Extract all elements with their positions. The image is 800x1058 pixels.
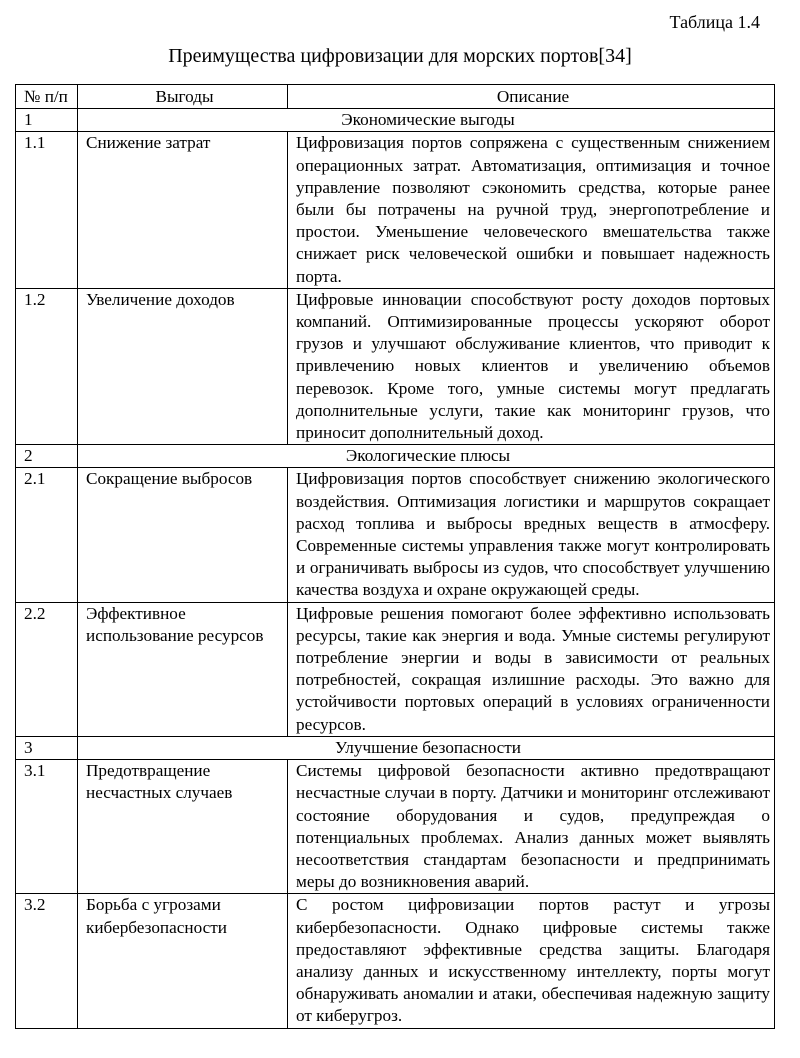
table-row bbox=[16, 468, 775, 602]
row-benefit: Борьба с угрозами кибербезопасности bbox=[78, 894, 288, 1028]
row-description: Цифровизация портов сопряжена с существенным снижением операционных затрат. Автоматизация, оптимизация и точное управление позволяют сэкономить средства, которые ранее были бы потрачены на ручной труд, энергопотребление и простои. Уменьшение человеческого вмешательства также снижает риск человеческой ошибки и повышает надежность порта. bbox=[288, 132, 775, 288]
header-benefit: Выгоды bbox=[78, 85, 288, 109]
row-description: Цифровизация портов способствует снижению экологического воздействия. Оптимизация логистики и маршрутов сокращает расход топлива и выбросы вредных веществ в атмосферу. Современные системы управления также могут контролировать и ограничивать выбросы из судов, что способствует улучшению качества воздуха и охране окружающей среды. bbox=[288, 468, 775, 602]
row-description: Цифровые инновации способствуют росту доходов портовых компаний. Оптимизированные процессы ускоряют оборот грузов и улучшают обслуживание клиентов, что приводит к привлечению новых клиентов и увеличению объемов перевозок. Кроме того, умные системы могут предлагать дополнительные услуги, такие как мониторинг грузов, что приносит дополнительный доход. bbox=[288, 288, 775, 444]
row-benefit: Увеличение доходов bbox=[78, 288, 288, 444]
row-description: С ростом цифровизации портов растут и угрозы кибербезопасности. Однако цифровые системы также предоставляют эффективные средства защиты. Благодаря анализу данных и искусственному интеллекту, порты могут обнаруживать аномалии и атаки, обеспечивая надежную защиту от киберугроз. bbox=[288, 894, 775, 1028]
header-row bbox=[16, 85, 775, 109]
section-title: Улучшение безопасности bbox=[78, 736, 775, 759]
header-num: № п/п bbox=[16, 85, 78, 109]
row-num: 1.1 bbox=[16, 132, 78, 288]
row-benefit: Сокращение выбросов bbox=[78, 468, 288, 602]
row-num: 1.2 bbox=[16, 288, 78, 444]
table-row bbox=[16, 760, 775, 894]
table-caption: Преимущества цифровизации для морских портов[34] bbox=[168, 45, 632, 67]
table-row bbox=[16, 288, 775, 444]
row-num: 2.2 bbox=[16, 602, 78, 736]
section-row bbox=[16, 445, 775, 468]
row-num: 3.2 bbox=[16, 894, 78, 1028]
table-number: Таблица 1.4 bbox=[669, 12, 760, 32]
row-description: Системы цифровой безопасности активно предотвращают несчастные случаи в порту. Датчики и мониторинг отслеживают состояние оборудования и судов, предупреждая о потенциальных проблемах. Анализ данных может выявлять несоответствия стандартам безопасности и предпринимать меры до возникновения аварий. bbox=[288, 760, 775, 894]
row-num: 3.1 bbox=[16, 760, 78, 894]
section-num: 1 bbox=[16, 109, 78, 132]
section-title: Экологические плюсы bbox=[78, 445, 775, 468]
table-row bbox=[16, 894, 775, 1028]
header-description: Описание bbox=[288, 85, 775, 109]
section-num: 3 bbox=[16, 736, 78, 759]
table-row bbox=[16, 602, 775, 736]
section-num: 2 bbox=[16, 445, 78, 468]
benefits-table bbox=[15, 84, 775, 1029]
row-benefit: Предотвращение несчастных случаев bbox=[78, 760, 288, 894]
row-description: Цифровые решения помогают более эффективно использовать ресурсы, такие как энергия и вода. Умные системы регулируют потребление энергии и воды в зависимости от реальных потребностей, сокращая излишние расходы. Это важно для устойчивости портовых операций в условиях ограниченности ресурсов. bbox=[288, 602, 775, 736]
row-num: 2.1 bbox=[16, 468, 78, 602]
section-row bbox=[16, 109, 775, 132]
table-row bbox=[16, 132, 775, 288]
row-benefit: Эффективное использование ресурсов bbox=[78, 602, 288, 736]
row-benefit: Снижение затрат bbox=[78, 132, 288, 288]
section-row bbox=[16, 736, 775, 759]
section-title: Экономические выгоды bbox=[78, 109, 775, 132]
